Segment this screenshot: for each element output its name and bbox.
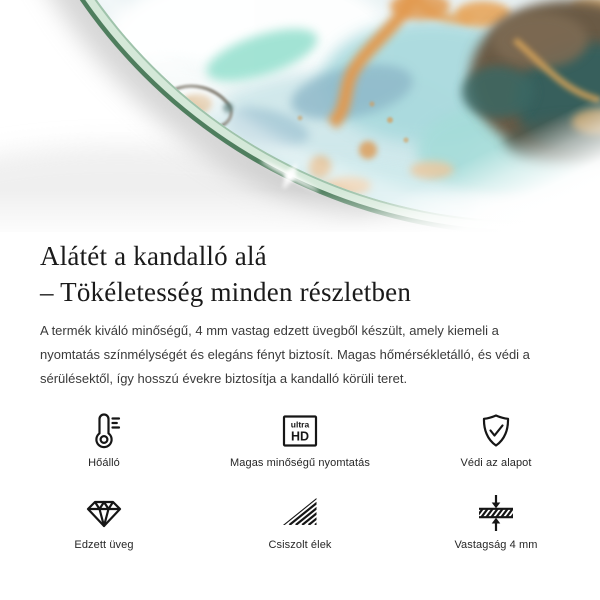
svg-text:ultra: ultra: [290, 419, 310, 430]
feature-label: Védi az alapot: [460, 457, 532, 469]
feature-label: Csiszolt élek: [268, 539, 332, 551]
diamond-icon: [82, 491, 126, 535]
feature-label: Edzett üveg: [74, 539, 134, 551]
page-title-line-2: – Tökéletesség minden részletben: [40, 277, 412, 307]
feature-label: Vastagság 4 mm: [454, 539, 538, 551]
feature-tempered-glass: [6, 491, 202, 551]
thermometer-icon: [82, 409, 126, 453]
feature-label: Magas minőségű nyomtatás: [230, 457, 370, 469]
page-title-line-1: Alátét a kandalló alá: [40, 241, 267, 271]
feature-heat-resistant: [6, 409, 202, 469]
product-photo: [0, 0, 600, 232]
feature-thickness-4mm: [398, 491, 594, 551]
feature-ultra-hd-print: [202, 409, 398, 469]
feature-protects-base: [398, 409, 594, 469]
ultra-hd-icon: [278, 409, 322, 453]
polished-edges-icon: [278, 491, 322, 535]
page-title: [40, 238, 600, 310]
feature-label: Hőálló: [88, 457, 120, 469]
thickness-icon: [474, 491, 518, 535]
feature-polished-edges: [202, 491, 398, 551]
svg-text:HD: HD: [290, 429, 310, 444]
feature-grid: [6, 409, 594, 551]
product-description: A termék kiváló minőségű, 4 mm vastag edzett üvegből készült, amely kiemeli a nyomtatás színmélységét és elegáns fényt biztosít. Magas hőmérsékletálló, és védi a sérülésektől, így hosszú évekre biztosítja a kandalló körüli teret.: [40, 323, 530, 386]
shield-check-icon: [474, 409, 518, 453]
